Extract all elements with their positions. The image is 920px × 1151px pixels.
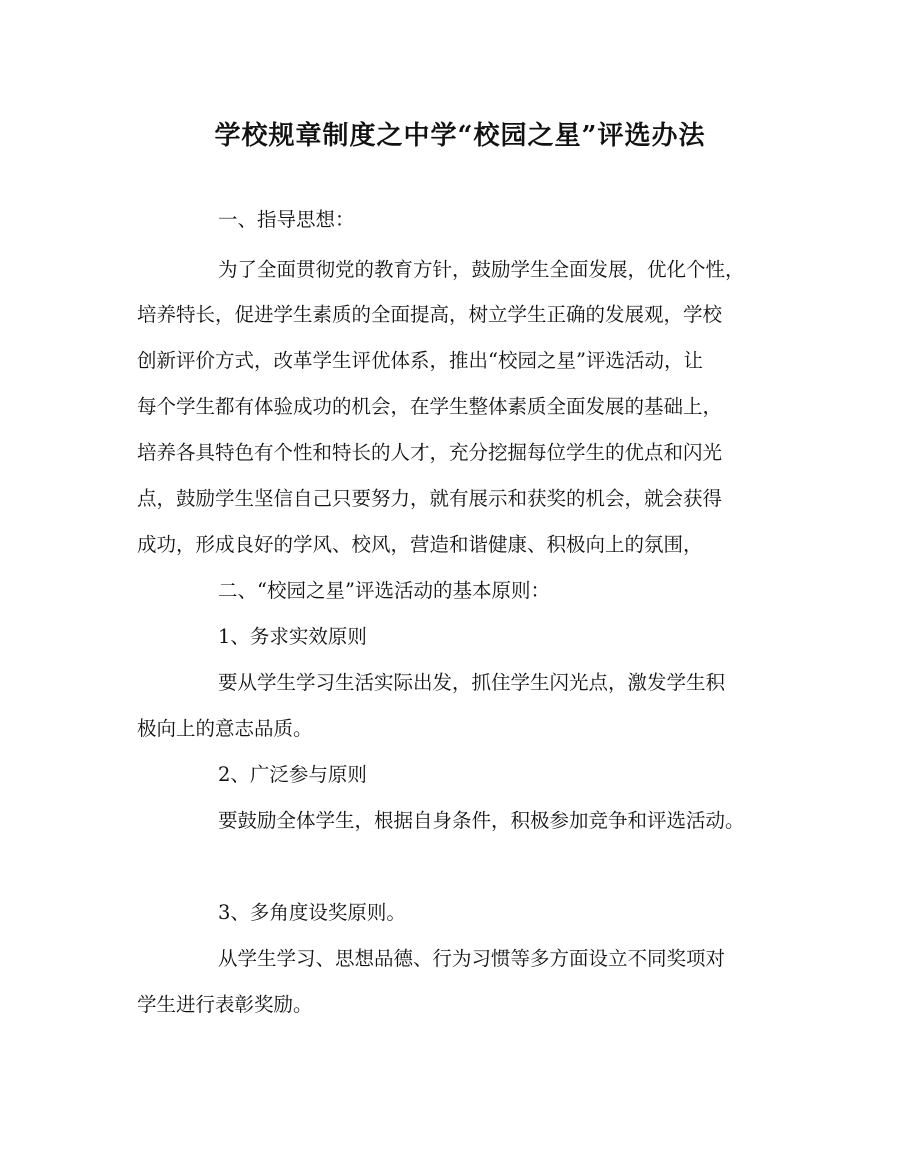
principle-heading-1: 1、务求实效原则 xyxy=(218,625,367,648)
principle-heading-2: 2、广泛参与原则 xyxy=(218,763,367,786)
paragraph-line: 每个学生都有体验成功的机会，在学生整体素质全面发展的基础上， xyxy=(137,395,723,418)
section-heading-2: 二、“校园之星”评选活动的基本原则： xyxy=(218,579,550,602)
principle-heading-3: 3、多角度设奖原则。 xyxy=(218,901,406,924)
paragraph-line: 成功，形成良好的学风、校风，营造和谐健康、积极向上的氛围， xyxy=(137,533,703,556)
paragraph-line: 极向上的意志品质。 xyxy=(137,717,313,740)
paragraph-line: 要从学生学习生活实际出发，抓住学生闪光点，激发学生积 xyxy=(218,671,726,694)
paragraph-line: 为了全面贯彻党的教育方针，鼓励学生全面发展，优化个性， xyxy=(218,258,745,281)
paragraph-line: 培养各具特色有个性和特长的人才，充分挖掘每位学生的优点和闪光 xyxy=(137,441,723,464)
paragraph-line: 从学生学习、思想品德、行为习惯等多方面设立不同奖项对 xyxy=(218,947,726,970)
paragraph-line: 要鼓励全体学生，根据自身条件，积极参加竞争和评选活动。 xyxy=(218,809,745,832)
document-title: 学校规章制度之中学“校园之星”评选办法 xyxy=(214,121,706,151)
section-heading-1: 一、指导思想： xyxy=(218,208,355,231)
paragraph-line: 创新评价方式，改革学生评优体系，推出“校园之星”评选活动，让 xyxy=(137,349,703,372)
paragraph-line: 学生进行表彰奖励。 xyxy=(137,993,313,1016)
paragraph-line: 点，鼓励学生坚信自己只要努力，就有展示和获奖的机会，就会获得 xyxy=(137,487,723,510)
paragraph-line: 培养特长，促进学生素质的全面提高，树立学生正确的发展观，学校 xyxy=(137,303,723,326)
